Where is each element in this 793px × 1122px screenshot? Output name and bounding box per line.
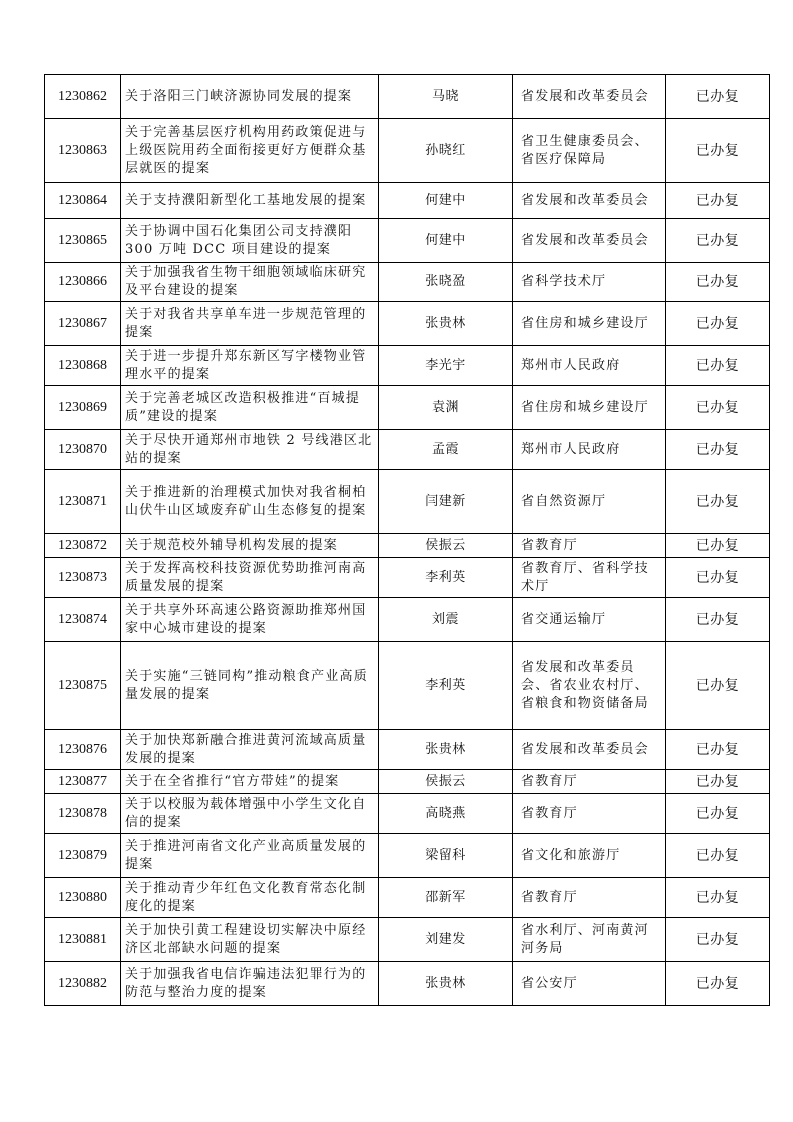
table-row bbox=[45, 598, 770, 642]
proposer-cell: 何建中 bbox=[379, 219, 513, 263]
status-cell: 已办复 bbox=[666, 263, 770, 302]
proposal-title-cell: 关于对我省共享单车进一步规范管理的提案 bbox=[121, 302, 379, 346]
proposal-title-cell: 关于进一步提升郑东新区写字楼物业管理水平的提案 bbox=[121, 346, 379, 386]
status-cell: 已办复 bbox=[666, 642, 770, 730]
status-cell: 已办复 bbox=[666, 470, 770, 534]
proposal-id-cell: 1230866 bbox=[45, 263, 121, 302]
proposer-cell: 闫建新 bbox=[379, 470, 513, 534]
handling-department-cell: 省交通运输厅 bbox=[513, 598, 666, 642]
handling-department-cell: 省教育厅 bbox=[513, 770, 666, 794]
table-row bbox=[45, 534, 770, 558]
handling-department-cell: 省科学技术厅 bbox=[513, 263, 666, 302]
proposal-title-cell: 关于共享外环高速公路资源助推郑州国家中心城市建设的提案 bbox=[121, 598, 379, 642]
proposal-title-cell: 关于推进河南省文化产业高质量发展的提案 bbox=[121, 834, 379, 878]
table-row bbox=[45, 770, 770, 794]
proposal-id-cell: 1230874 bbox=[45, 598, 121, 642]
proposer-cell: 李光宇 bbox=[379, 346, 513, 386]
status-cell: 已办复 bbox=[666, 834, 770, 878]
status-cell: 已办复 bbox=[666, 598, 770, 642]
proposer-cell: 孟霞 bbox=[379, 430, 513, 470]
proposal-title-cell: 关于完善老城区改造积极推进“百城提质”建设的提案 bbox=[121, 386, 379, 430]
proposal-title-cell: 关于实施“三链同构”推动粮食产业高质量发展的提案 bbox=[121, 642, 379, 730]
table-row bbox=[45, 470, 770, 534]
status-cell: 已办复 bbox=[666, 430, 770, 470]
proposal-title-cell: 关于协调中国石化集团公司支持濮阳 300 万吨 DCC 项目建设的提案 bbox=[121, 219, 379, 263]
proposer-cell: 侯振云 bbox=[379, 534, 513, 558]
proposal-table-body bbox=[45, 75, 770, 1006]
proposal-title-cell: 关于加强我省电信诈骗违法犯罪行为的防范与整治力度的提案 bbox=[121, 962, 379, 1006]
proposer-cell: 侯振云 bbox=[379, 770, 513, 794]
status-cell: 已办复 bbox=[666, 534, 770, 558]
handling-department-cell: 省教育厅 bbox=[513, 794, 666, 834]
proposer-cell: 李利英 bbox=[379, 558, 513, 598]
proposal-title-cell: 关于以校服为载体增强中小学生文化自信的提案 bbox=[121, 794, 379, 834]
proposal-title-cell: 关于完善基层医疗机构用药政策促进与上级医院用药全面衔接更好方便群众基层就医的提案 bbox=[121, 119, 379, 183]
status-cell: 已办复 bbox=[666, 219, 770, 263]
handling-department-cell: 省发展和改革委员会 bbox=[513, 75, 666, 119]
handling-department-cell: 省卫生健康委员会、省医疗保障局 bbox=[513, 119, 666, 183]
proposal-id-cell: 1230880 bbox=[45, 878, 121, 918]
status-cell: 已办复 bbox=[666, 770, 770, 794]
table-row bbox=[45, 430, 770, 470]
proposal-id-cell: 1230877 bbox=[45, 770, 121, 794]
handling-department-cell: 省发展和改革委员会 bbox=[513, 730, 666, 770]
proposal-id-cell: 1230870 bbox=[45, 430, 121, 470]
status-cell: 已办复 bbox=[666, 302, 770, 346]
proposal-id-cell: 1230864 bbox=[45, 183, 121, 219]
proposal-id-cell: 1230871 bbox=[45, 470, 121, 534]
table-row bbox=[45, 219, 770, 263]
proposal-title-cell: 关于洛阳三门峡济源协同发展的提案 bbox=[121, 75, 379, 119]
proposer-cell: 张贵林 bbox=[379, 730, 513, 770]
table-row bbox=[45, 642, 770, 730]
proposal-id-cell: 1230881 bbox=[45, 918, 121, 962]
proposal-id-cell: 1230869 bbox=[45, 386, 121, 430]
proposer-cell: 张晓盈 bbox=[379, 263, 513, 302]
proposal-id-cell: 1230867 bbox=[45, 302, 121, 346]
proposal-id-cell: 1230876 bbox=[45, 730, 121, 770]
status-cell: 已办复 bbox=[666, 878, 770, 918]
proposal-title-cell: 关于加强我省生物干细胞领域临床研究及平台建设的提案 bbox=[121, 263, 379, 302]
proposal-id-cell: 1230862 bbox=[45, 75, 121, 119]
proposal-title-cell: 关于推进新的治理模式加快对我省桐柏山伏牛山区域废弃矿山生态修复的提案 bbox=[121, 470, 379, 534]
status-cell: 已办复 bbox=[666, 558, 770, 598]
status-cell: 已办复 bbox=[666, 794, 770, 834]
status-cell: 已办复 bbox=[666, 730, 770, 770]
status-cell: 已办复 bbox=[666, 75, 770, 119]
handling-department-cell: 省公安厅 bbox=[513, 962, 666, 1006]
proposal-id-cell: 1230868 bbox=[45, 346, 121, 386]
proposal-id-cell: 1230865 bbox=[45, 219, 121, 263]
proposal-table bbox=[44, 74, 770, 1006]
status-cell: 已办复 bbox=[666, 918, 770, 962]
table-row bbox=[45, 918, 770, 962]
table-row bbox=[45, 75, 770, 119]
proposal-title-cell: 关于在全省推行“官方带娃”的提案 bbox=[121, 770, 379, 794]
proposal-table-page bbox=[44, 74, 769, 1006]
proposer-cell: 李利英 bbox=[379, 642, 513, 730]
table-row bbox=[45, 386, 770, 430]
proposal-title-cell: 关于加快引黄工程建设切实解决中原经济区北部缺水问题的提案 bbox=[121, 918, 379, 962]
table-row bbox=[45, 263, 770, 302]
proposal-title-cell: 关于规范校外辅导机构发展的提案 bbox=[121, 534, 379, 558]
table-row bbox=[45, 558, 770, 598]
handling-department-cell: 省自然资源厅 bbox=[513, 470, 666, 534]
proposer-cell: 何建中 bbox=[379, 183, 513, 219]
proposal-title-cell: 关于支持濮阳新型化工基地发展的提案 bbox=[121, 183, 379, 219]
proposal-id-cell: 1230875 bbox=[45, 642, 121, 730]
proposer-cell: 马晓 bbox=[379, 75, 513, 119]
handling-department-cell: 省文化和旅游厅 bbox=[513, 834, 666, 878]
table-row bbox=[45, 183, 770, 219]
proposer-cell: 张贵林 bbox=[379, 302, 513, 346]
proposal-title-cell: 关于推动青少年红色文化教育常态化制度化的提案 bbox=[121, 878, 379, 918]
proposer-cell: 刘震 bbox=[379, 598, 513, 642]
proposal-id-cell: 1230882 bbox=[45, 962, 121, 1006]
status-cell: 已办复 bbox=[666, 119, 770, 183]
proposer-cell: 刘建发 bbox=[379, 918, 513, 962]
proposer-cell: 孙晓红 bbox=[379, 119, 513, 183]
table-row bbox=[45, 302, 770, 346]
handling-department-cell: 省教育厅、省科学技术厅 bbox=[513, 558, 666, 598]
proposal-id-cell: 1230872 bbox=[45, 534, 121, 558]
proposer-cell: 梁留科 bbox=[379, 834, 513, 878]
table-row bbox=[45, 730, 770, 770]
proposal-title-cell: 关于发挥高校科技资源优势助推河南高质量发展的提案 bbox=[121, 558, 379, 598]
proposer-cell: 高晓燕 bbox=[379, 794, 513, 834]
proposal-id-cell: 1230879 bbox=[45, 834, 121, 878]
status-cell: 已办复 bbox=[666, 346, 770, 386]
status-cell: 已办复 bbox=[666, 183, 770, 219]
handling-department-cell: 省发展和改革委员会 bbox=[513, 183, 666, 219]
proposal-id-cell: 1230873 bbox=[45, 558, 121, 598]
handling-department-cell: 郑州市人民政府 bbox=[513, 346, 666, 386]
table-row bbox=[45, 346, 770, 386]
status-cell: 已办复 bbox=[666, 962, 770, 1006]
status-cell: 已办复 bbox=[666, 386, 770, 430]
proposal-id-cell: 1230878 bbox=[45, 794, 121, 834]
handling-department-cell: 省住房和城乡建设厅 bbox=[513, 302, 666, 346]
handling-department-cell: 省水利厅、河南黄河河务局 bbox=[513, 918, 666, 962]
handling-department-cell: 省发展和改革委员会、省农业农村厅、省粮食和物资储备局 bbox=[513, 642, 666, 730]
handling-department-cell: 省教育厅 bbox=[513, 534, 666, 558]
proposer-cell: 邵新军 bbox=[379, 878, 513, 918]
table-row bbox=[45, 834, 770, 878]
proposal-title-cell: 关于加快郑新融合推进黄河流域高质量发展的提案 bbox=[121, 730, 379, 770]
table-row bbox=[45, 962, 770, 1006]
proposer-cell: 张贵林 bbox=[379, 962, 513, 1006]
proposer-cell: 袁渊 bbox=[379, 386, 513, 430]
proposal-title-cell: 关于尽快开通郑州市地铁 2 号线港区北站的提案 bbox=[121, 430, 379, 470]
handling-department-cell: 省住房和城乡建设厅 bbox=[513, 386, 666, 430]
handling-department-cell: 省教育厅 bbox=[513, 878, 666, 918]
table-row bbox=[45, 878, 770, 918]
table-row bbox=[45, 794, 770, 834]
handling-department-cell: 郑州市人民政府 bbox=[513, 430, 666, 470]
table-row bbox=[45, 119, 770, 183]
proposal-id-cell: 1230863 bbox=[45, 119, 121, 183]
handling-department-cell: 省发展和改革委员会 bbox=[513, 219, 666, 263]
